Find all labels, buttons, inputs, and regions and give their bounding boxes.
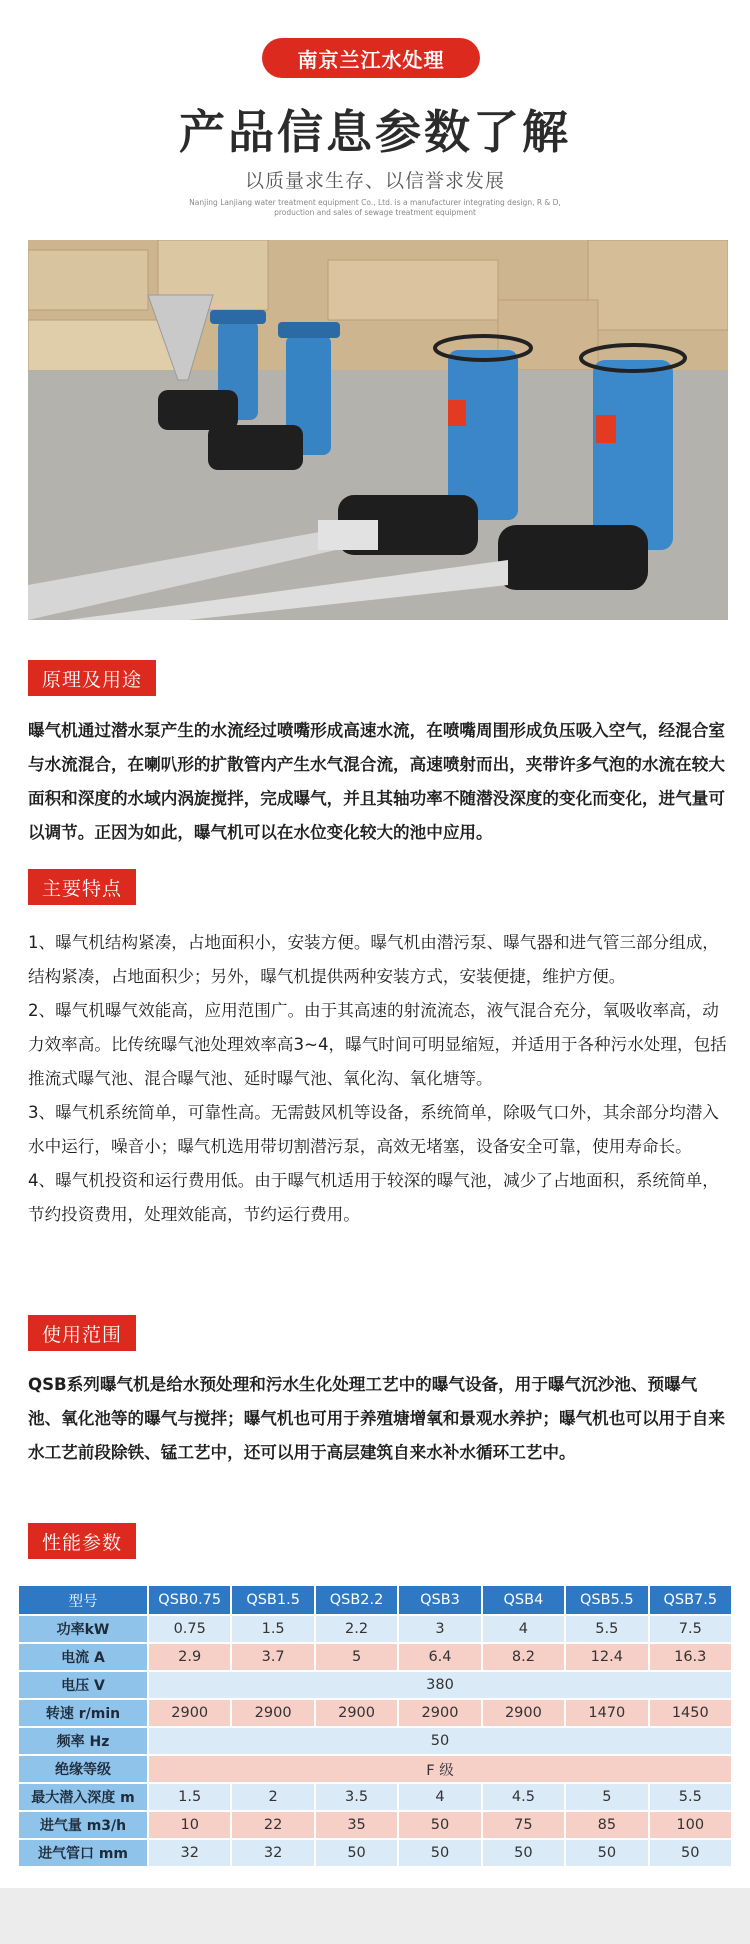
- footer-band: [0, 1888, 750, 1944]
- product-photo: [28, 240, 728, 620]
- table-cell: 6.4: [398, 1643, 481, 1671]
- table-cell: 4: [482, 1615, 565, 1643]
- row-header: 绝缘等级: [18, 1755, 148, 1783]
- table-cell: 5.5: [565, 1615, 648, 1643]
- table-row: [18, 1783, 732, 1811]
- company-english-tagline: Nanjing Lanjiang water treatment equipment Co., Ltd. is a manufacturer integrating design, R & D, production and sales of sewage treatment equipment: [189, 198, 561, 217]
- table-cell-merged: 50: [148, 1727, 732, 1755]
- table-cell: 16.3: [649, 1643, 732, 1671]
- column-header: QSB3: [398, 1585, 481, 1615]
- table-row: [18, 1615, 732, 1643]
- section-tag-features: 主要特点: [28, 869, 136, 905]
- column-header: QSB0.75: [148, 1585, 231, 1615]
- table-row: [18, 1643, 732, 1671]
- column-header: QSB5.5: [565, 1585, 648, 1615]
- table-cell-merged: F 级: [148, 1755, 732, 1783]
- table-cell: 1.5: [148, 1783, 231, 1811]
- section-tag-specs: 性能参数: [28, 1523, 136, 1559]
- table-cell: 50: [398, 1839, 481, 1867]
- table-cell: 3: [398, 1615, 481, 1643]
- table-cell: 2900: [231, 1699, 314, 1727]
- table-cell: 7.5: [649, 1615, 732, 1643]
- table-cell: 32: [148, 1839, 231, 1867]
- feature-item: 3、曝气机系统简单，可靠性高。无需鼓风机等设备，系统简单，除吸气口外，其余部分均潜入水中运行，噪音小；曝气机选用带切割潜污泵，高效无堵塞，设备安全可靠，使用寿命长。: [28, 1103, 719, 1156]
- table-cell: 50: [482, 1839, 565, 1867]
- table-row: [18, 1755, 732, 1783]
- principle-text: 曝气机通过潜水泵产生的水流经过喷嘴形成高速水流，在喷嘴周围形成负压吸入空气，经混合室与水流混合，在喇叭形的扩散管内产生水气混合流，高速喷射而出，夹带许多气泡的水流在较大面积和深度的水域内涡旋搅拌，完成曝气，并且其轴功率不随潜没深度的变化而变化，进气量可以调节。正因为如此，曝气机可以在水位变化较大的池中应用。: [28, 721, 725, 842]
- table-cell: 75: [482, 1811, 565, 1839]
- aerator-illustration: [28, 240, 728, 620]
- table-cell: 5: [565, 1783, 648, 1811]
- table-cell: 22: [231, 1811, 314, 1839]
- row-header: 转速 r/min: [18, 1699, 148, 1727]
- row-header: 进气量 m3/h: [18, 1811, 148, 1839]
- table-cell: 5: [315, 1643, 398, 1671]
- table-cell: 12.4: [565, 1643, 648, 1671]
- page-title: 产品信息参数了解: [179, 105, 571, 159]
- spec-table: [17, 1584, 733, 1868]
- column-header: QSB4: [482, 1585, 565, 1615]
- table-cell: 2900: [148, 1699, 231, 1727]
- usage-text: QSB系列曝气机是给水预处理和污水生化处理工艺中的曝气设备，用于曝气沉沙池、预曝气池、氧化池等的曝气与搅拌；曝气机也可用于养殖塘增氧和景观水养护；曝气机也可以用于自来水工艺前段除铁、锰工艺中，还可以用于高层建筑自来水补水循环工艺中。: [28, 1375, 725, 1462]
- table-cell: 4: [398, 1783, 481, 1811]
- column-header: 型号: [18, 1585, 148, 1615]
- row-header: 电压 V: [18, 1671, 148, 1699]
- spec-table-header-row: [18, 1585, 732, 1615]
- table-cell: 2900: [398, 1699, 481, 1727]
- table-cell-merged: 380: [148, 1671, 732, 1699]
- table-cell: 1450: [649, 1699, 732, 1727]
- table-cell: 10: [148, 1811, 231, 1839]
- row-header: 功率kW: [18, 1615, 148, 1643]
- table-cell: 50: [649, 1839, 732, 1867]
- table-cell: 2.2: [315, 1615, 398, 1643]
- table-cell: 1470: [565, 1699, 648, 1727]
- table-cell: 50: [565, 1839, 648, 1867]
- table-cell: 3.5: [315, 1783, 398, 1811]
- table-cell: 85: [565, 1811, 648, 1839]
- section-tag-usage: 使用范围: [28, 1315, 136, 1351]
- table-cell: 0.75: [148, 1615, 231, 1643]
- table-cell: 8.2: [482, 1643, 565, 1671]
- table-cell: 1.5: [231, 1615, 314, 1643]
- table-cell: 2900: [482, 1699, 565, 1727]
- table-row: [18, 1839, 732, 1867]
- column-header: QSB7.5: [649, 1585, 732, 1615]
- feature-item: 1、曝气机结构紧凑，占地面积小，安装方便。曝气机由潜污泵、曝气器和进气管三部分组成，结构紧凑，占地面积少；另外，曝气机提供两种安装方式，安装便捷，维护方便。: [28, 933, 719, 986]
- table-row: [18, 1811, 732, 1839]
- table-row: [18, 1727, 732, 1755]
- table-cell: 4.5: [482, 1783, 565, 1811]
- table-cell: 3.7: [231, 1643, 314, 1671]
- row-header: 最大潜入深度 m: [18, 1783, 148, 1811]
- table-cell: 50: [398, 1811, 481, 1839]
- row-header: 电流 A: [18, 1643, 148, 1671]
- table-cell: 50: [315, 1839, 398, 1867]
- row-header: 频率 Hz: [18, 1727, 148, 1755]
- table-row: [18, 1699, 732, 1727]
- feature-item: 4、曝气机投资和运行费用低。由于曝气机适用于较深的曝气池，减少了占地面积，系统简单，节约投资费用，处理效能高，节约运行费用。: [28, 1171, 719, 1224]
- column-header: QSB2.2: [315, 1585, 398, 1615]
- table-cell: 2: [231, 1783, 314, 1811]
- brand-badge: 南京兰江水处理: [262, 38, 480, 78]
- table-cell: 5.5: [649, 1783, 732, 1811]
- row-header: 进气管口 mm: [18, 1839, 148, 1867]
- page-subtitle: 以质量求生存、以信誉求发展: [244, 170, 505, 192]
- feature-item: 2、曝气机曝气效能高，应用范围广。由于其高速的射流流态，液气混合充分，氧吸收率高，动力效率高。比传统曝气池处理效率高3~4，曝气时间可明显缩短，并适用于各种污水处理，包括推流式曝气池、混合曝气池、延时曝气池、氧化沟、氧化塘等。: [28, 1001, 727, 1088]
- table-cell: 100: [649, 1811, 732, 1839]
- table-row: [18, 1671, 732, 1699]
- table-cell: 2.9: [148, 1643, 231, 1671]
- features-list: [28, 926, 728, 1232]
- column-header: QSB1.5: [231, 1585, 314, 1615]
- section-tag-principle: 原理及用途: [28, 660, 156, 696]
- table-cell: 35: [315, 1811, 398, 1839]
- table-cell: 32: [231, 1839, 314, 1867]
- table-cell: 2900: [315, 1699, 398, 1727]
